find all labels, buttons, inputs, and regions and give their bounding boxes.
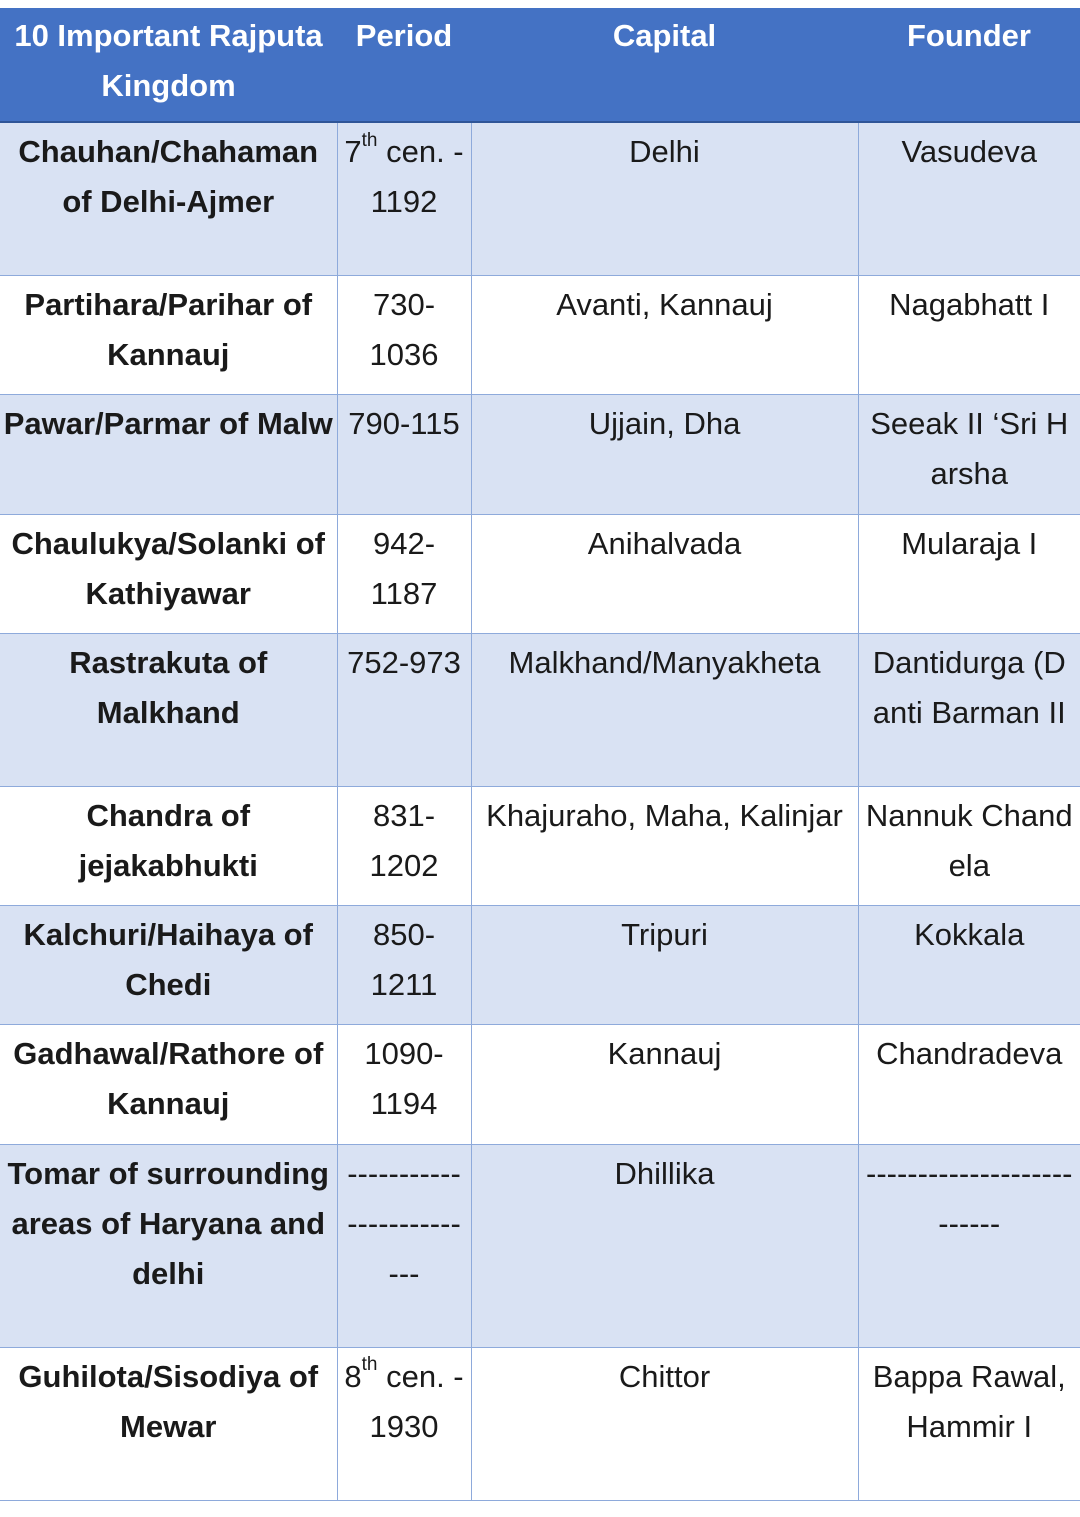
- table-row: [0, 1024, 1080, 1144]
- rajput-kingdoms-table: [0, 8, 1080, 1501]
- founder-cell: Chandradeva: [858, 1024, 1080, 1144]
- capital-cell: Delhi: [471, 122, 858, 275]
- table-row: [0, 633, 1080, 786]
- founder-cell: Kokkala: [858, 905, 1080, 1024]
- table-row: [0, 514, 1080, 633]
- period-value: 7: [344, 134, 362, 169]
- period-value: 8: [344, 1358, 362, 1394]
- kingdom-cell: Partihara/Parihar of Kannauj: [0, 275, 337, 394]
- capital-cell: Anihalvada: [471, 514, 858, 633]
- capital-cell: Tripuri: [471, 905, 858, 1024]
- period-suffix: th: [361, 1354, 378, 1376]
- founder-cell: Nagabhatt I: [858, 275, 1080, 394]
- period-cell: 831-1202: [337, 786, 471, 905]
- capital-cell: Khajuraho, Maha, Kalinjar: [471, 786, 858, 905]
- table-row: [0, 1144, 1080, 1347]
- kingdom-cell: Tomar of surrounding areas of Haryana and delhi: [0, 1144, 337, 1347]
- founder-cell: Seeak II ‘Sri Harsha: [858, 394, 1080, 514]
- founder-cell: Dantidurga (Danti Barman II: [858, 633, 1080, 786]
- period-extra: cen. - 1930: [369, 1358, 464, 1444]
- header-capital: Capital: [471, 8, 858, 122]
- table-row: [0, 394, 1080, 514]
- founder-cell: Mularaja I: [858, 514, 1080, 633]
- table-row: [0, 275, 1080, 394]
- founder-cell: Nannuk Chandela: [858, 786, 1080, 905]
- table-row: [0, 786, 1080, 905]
- header-row: [0, 8, 1080, 122]
- period-cell: 850-1211: [337, 905, 471, 1024]
- period-cell: 942-1187: [337, 514, 471, 633]
- table-row: [0, 1347, 1080, 1500]
- period-cell: [337, 1347, 471, 1500]
- kingdom-cell: Kalchuri/Haihaya of Chedi: [0, 905, 337, 1024]
- founder-cell: --------------------------: [858, 1144, 1080, 1347]
- kingdom-cell: Chauhan/Chahaman of Delhi-Ajmer: [0, 122, 337, 275]
- capital-cell: Chittor: [471, 1347, 858, 1500]
- founder-cell: Vasudeva: [858, 122, 1080, 275]
- period-extra: cen. - 1192: [370, 134, 464, 220]
- capital-cell: Dhillika: [471, 1144, 858, 1347]
- period-suffix: th: [361, 129, 378, 151]
- table-row: [0, 905, 1080, 1024]
- header-founder: Founder: [858, 8, 1080, 122]
- capital-cell: Avanti, Kannauj: [471, 275, 858, 394]
- period-cell: 752-973: [337, 633, 471, 786]
- period-cell: 790-115: [337, 394, 471, 514]
- period-cell: [337, 122, 471, 275]
- header-kingdom: 10 Important Rajputa Kingdom: [0, 8, 337, 122]
- founder-cell: Bappa Rawal, Hammir I: [858, 1347, 1080, 1500]
- period-cell: 1090-1194: [337, 1024, 471, 1144]
- capital-cell: Ujjain, Dha: [471, 394, 858, 514]
- capital-cell: Malkhand/Manyakheta: [471, 633, 858, 786]
- period-cell: -------------------------: [337, 1144, 471, 1347]
- kingdom-cell: Rastrakuta of Malkhand: [0, 633, 337, 786]
- kingdom-cell: Chaulukya/Solanki of Kathiyawar: [0, 514, 337, 633]
- header-period: Period: [337, 8, 471, 122]
- capital-cell: Kannauj: [471, 1024, 858, 1144]
- table-row: [0, 122, 1080, 275]
- kingdom-cell: Pawar/Parmar of Malw: [0, 394, 337, 514]
- kingdom-cell: Chandra of jejakabhukti: [0, 786, 337, 905]
- kingdom-cell: Guhilota/Sisodiya of Mewar: [0, 1347, 337, 1500]
- kingdom-cell: Gadhawal/Rathore of Kannauj: [0, 1024, 337, 1144]
- period-cell: 730-1036: [337, 275, 471, 394]
